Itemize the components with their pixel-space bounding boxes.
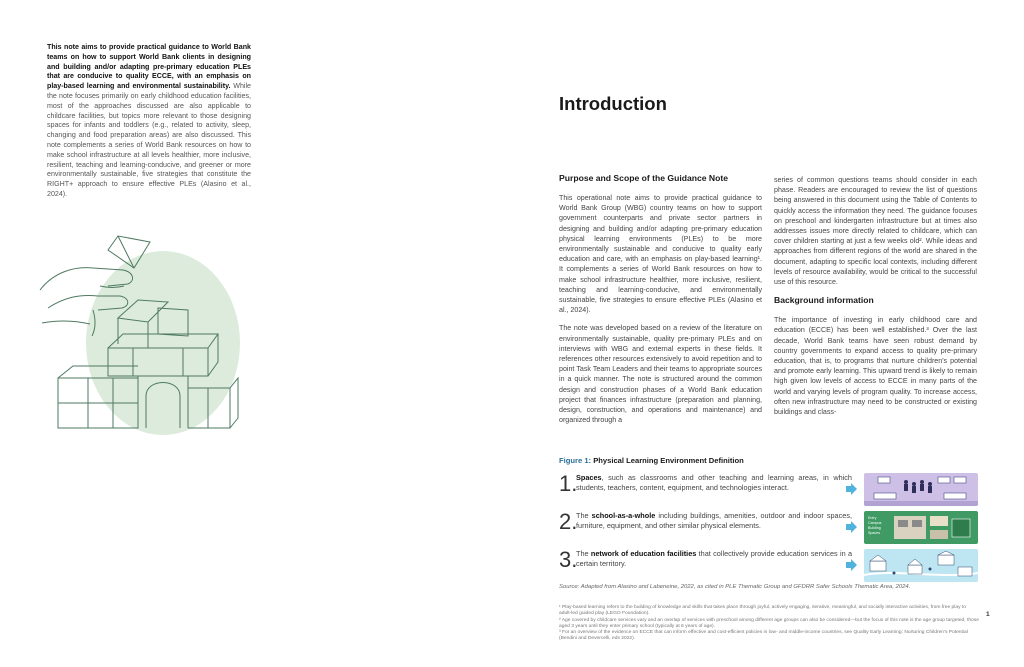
figure-item-spaces bbox=[559, 473, 979, 509]
footnote-3: ³ For an overview of the evidence on ECCE that can inform effective and cost-efficient policies in low- and middle-income countries, see Quality Early Learning: Nurturing Children's Potential (Bendini and Devercelli, eds 2022). bbox=[559, 630, 968, 642]
school-network-thumbnail bbox=[864, 549, 978, 582]
purpose-paragraph-2: The note was developed based on a review of the literature on environmentally sustainable, quality pre-primary PLEs and on interviews with WBG and external experts in these fields. It references other resources extensively to avoid repetition and to point Task Team Leaders and their teams to appropriate sources in a quick manner. The note is structured around the common design and construction phases of a World Bank education project that finances infrastructure (preparation and planning, design, construction, and operations and maintenance) and organized through a bbox=[559, 324, 762, 425]
classroom-thumbnail bbox=[864, 473, 978, 506]
figure-item-number: 2. bbox=[559, 509, 578, 534]
figure-item-number: 3. bbox=[559, 547, 578, 572]
figure-item-school-as-a-whole bbox=[559, 511, 979, 547]
figure-item-text: The school-as-a-whole including buildings, amenities, outdoor and indoor spaces, furniture, equipment, and other similar physical elements. bbox=[576, 511, 852, 531]
thumb-legend-entry: Entry bbox=[868, 516, 877, 520]
block-building-illustration bbox=[38, 228, 248, 438]
continuation-column bbox=[774, 175, 977, 425]
purpose-heading: Purpose and Scope of the Guidance Note bbox=[559, 173, 729, 183]
figure-item-text: The network of education facilities that collectively provide education services in a certain territory. bbox=[576, 549, 853, 569]
thumb-legend-building: Building bbox=[868, 526, 881, 530]
figure-source: Source: Adapted from Alasino and Labeneine, 2022, as cited in PLE Thematic Group and GFDRR Safer Schools Thematic Area, 2024. bbox=[559, 584, 911, 590]
arrow-right-icon bbox=[846, 559, 857, 571]
purpose-paragraph-1: This operational note aims to provide practical guidance to World Bank Group (WBG) country teams on how to support government counterparts and private sector partners in designing and building and/or adapting pre-primary education physical learning environments (PLEs) to be more environmentally sustainable and conducive to quality early education and care, with an emphasis on play-based learning¹. It complements a series of World Bank resources on how to make school infrastructure healthier, more inclusive, resilient, teaching and learning-conducive, and environmentally sustainable, five strategies to ensure effective PLEs (Alasino et al., 2024). bbox=[559, 194, 762, 315]
figure-item-network bbox=[559, 549, 979, 585]
footnote-2: ² Age covered by childcare services vary and an overlap of services with preschool among different age groups can also be considered—but the focus of this note is the age group targeted, those aged 3 years until they enter primary school (typically at 6 years of age). bbox=[559, 617, 979, 629]
intro-note-bold: This note aims to provide practical guidance to World Bank teams on how to support World Bank clients in designing and building and/or adapting pre-primary education PLEs that are conducive to quality ECCE, with an emphasis on play-based learning and environmental sustainability. bbox=[47, 43, 251, 91]
green-blob bbox=[86, 251, 240, 435]
footnote-1: ¹ Play-based learning refers to the building of knowledge and skills that takes place through joyful, actively engaging, iterative, meaningful, and socially interactive activities, from free play to adult-led guided play (LEGO Foundation). bbox=[559, 605, 966, 617]
page-number: 1 bbox=[986, 611, 990, 618]
school-campus-thumbnail bbox=[864, 511, 978, 544]
figure-title-text: Physical Learning Environment Definition bbox=[591, 456, 744, 465]
intro-note bbox=[47, 43, 251, 200]
background-paragraph-1: The importance of investing in early childhood care and education (ECCE) has been well established.³ Over the last decade, World Bank teams have seen robust demand by country governments to expand access to quality pre-primary education, that is, to programs that nurture children's potential and promote early learning. This upward trend is likely to remain high given low levels of access to ECCE in many parts of the world and varying levels of program quality. To increase access, often new infrastructure may need to be constructed or existing buildings and class- bbox=[774, 316, 977, 417]
footnotes bbox=[559, 605, 979, 643]
figure-title bbox=[559, 456, 744, 465]
figure-label: Figure 1: bbox=[559, 456, 592, 465]
intro-note-rest: While the note focuses primarily on early childhood education facilities, most of the approaches discussed are also applicable to childcare facilities, but topics more relevant to those designing spaces for infants and toddlers (e.g., related to activity, sleep, changing and food preparation areas) are also discussed. This note complements a series of World Bank resources on how to make school infrastructure at all levels healthier, more inclusive, resilient, teaching and learning-conducive, and greener or more environmentally sustainable, five strategies that constitute the RIGHT+ approach to ensure effective PLEs (Alasino et al., 2024). bbox=[47, 82, 251, 198]
thumb-legend-spaces: Spaces bbox=[868, 531, 880, 535]
background-heading: Background information bbox=[774, 295, 874, 306]
page-title: Introduction bbox=[559, 93, 667, 114]
figure-item-text: Spaces, such as classrooms and other teaching and learning areas, in which students, teachers, content, equipment, and technologies interact. bbox=[576, 473, 852, 493]
arrow-right-icon bbox=[846, 521, 857, 533]
arrow-right-icon bbox=[846, 483, 857, 495]
purpose-column bbox=[559, 173, 762, 433]
figure-item-number: 1. bbox=[559, 471, 578, 496]
purpose-paragraph-3: series of common questions teams should consider in each phase. Readers are encouraged to review the list of questions being answered in this document using the Table of Contents to quickly access the information they need. The guidance focuses on preschool and kindergarten infrastructure but at times also addresses issues more directly related to childcare, which can cover children starting at just a few weeks old². While ideas and approaches from different regions of the world are shared in the document, adapting to specific local contexts, including different levels of resource availability, would be critical to the successful use of this resource. bbox=[774, 176, 977, 287]
thumb-legend-campus: Campus bbox=[868, 521, 882, 525]
